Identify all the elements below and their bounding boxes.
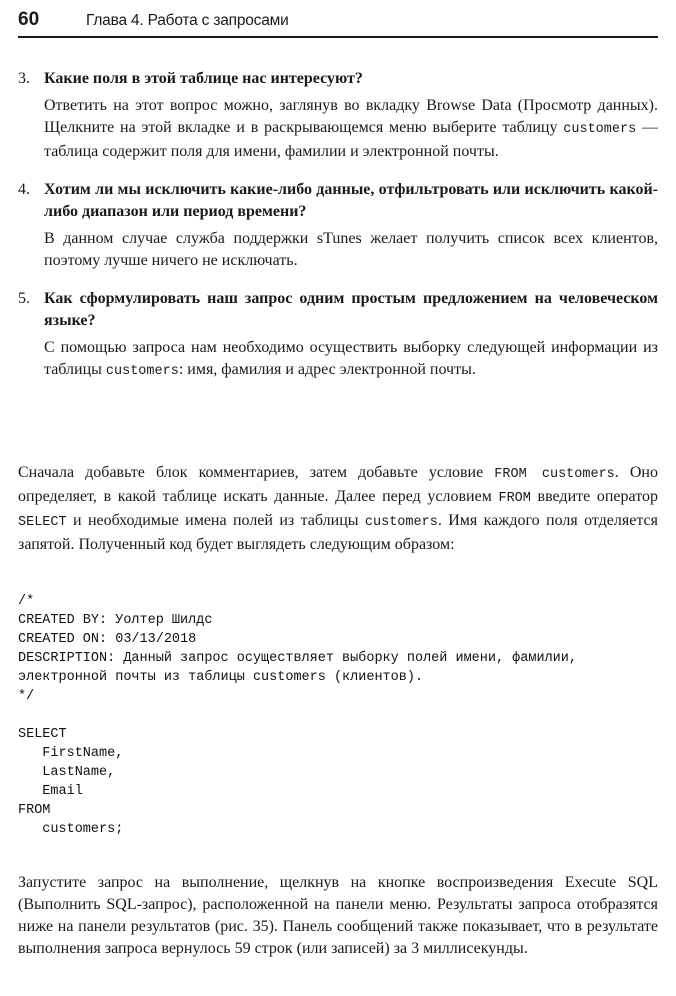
code-line: CREATED BY: Уолтер Шилдс (18, 613, 213, 628)
question-list (18, 68, 658, 399)
inline-code: customers (563, 122, 637, 137)
paragraph-intro: Сначала добавьте блок комментариев, затем добавьте условие FROM customers. Оно определяет, в какой таблице искать данные. Далее перед условием FROM введите оператор SELECT и необходимые имена полей из таблицы customers. Имя каждого поля отделяется запятой. Полученный код будет выглядеть следующим образом: (18, 464, 659, 553)
code-line: customers; (18, 822, 124, 837)
inline-code: SELECT (18, 515, 67, 530)
item-question: Хотим ли мы исключить какие-либо данные, отфильтровать или исключить какой-либо диапазон или период времени? (44, 181, 658, 220)
inline-code: customers (364, 515, 438, 530)
code-line: SELECT (18, 727, 67, 742)
item-number: 5. (18, 290, 30, 307)
item-answer: Ответить на этот вопрос можно, заглянув во вкладку Browse Data (Просмотр данных). Щелкните на этой вкладке и в раскрывающемся меню выберите таблицу customers — таблица содержит поля для имени, фамилии и электронной почты. (44, 97, 659, 160)
item-number: 4. (18, 181, 30, 198)
item-number: 3. (18, 70, 30, 87)
code-line: электронной почты из таблицы customers (клиентов). (18, 670, 424, 685)
paragraph-run-query: Запустите запрос на выполнение, щелкнув на кнопке воспроизведения Execute SQL (Выполнить SQL-запрос), расположенной на панели меню. Результаты запроса отобразятся ниже на панели результатов (рис. 35). Панель сообщений также показывает, что в результате выполнения запроса вернулось 59 строк (или записей) за 3 миллисекунды. (18, 874, 658, 957)
list-item (18, 179, 658, 272)
code-line: FirstName, (18, 746, 124, 761)
code-line: */ (18, 689, 35, 704)
code-line: LastName, (18, 765, 116, 780)
item-question: Как сформулировать наш запрос одним простым предложением на человеческом языке? (44, 290, 658, 329)
inline-code: FROM customers (494, 467, 615, 482)
page-number: 60 (18, 9, 40, 30)
sql-code-block (18, 592, 658, 839)
list-item (18, 288, 658, 383)
code-line: /* (18, 594, 35, 609)
inline-code: customers (105, 364, 179, 379)
code-line: Email (18, 784, 83, 799)
code-line: FROM (18, 803, 51, 818)
item-question: Какие поля в этой таблице нас интересуют? (44, 70, 363, 87)
item-answer: С помощью запроса нам необходимо осуществить выборку следующей информации из таблицы customers: имя, фамилия и адрес электронной почты. (44, 339, 658, 379)
chapter-title: Глава 4. Работа с запросами (86, 12, 289, 29)
inline-code: FROM (498, 491, 531, 506)
code-line: DESCRIPTION: Данный запрос осуществляет выборку полей имени, фамилии, (18, 651, 577, 666)
list-item (18, 68, 658, 163)
page-header (18, 6, 658, 38)
code-line: CREATED ON: 03/13/2018 (18, 632, 197, 647)
item-answer: В данном случае служба поддержки sTunes желает получить список всех клиентов, поэтому лучше ничего не исключать. (44, 230, 658, 269)
